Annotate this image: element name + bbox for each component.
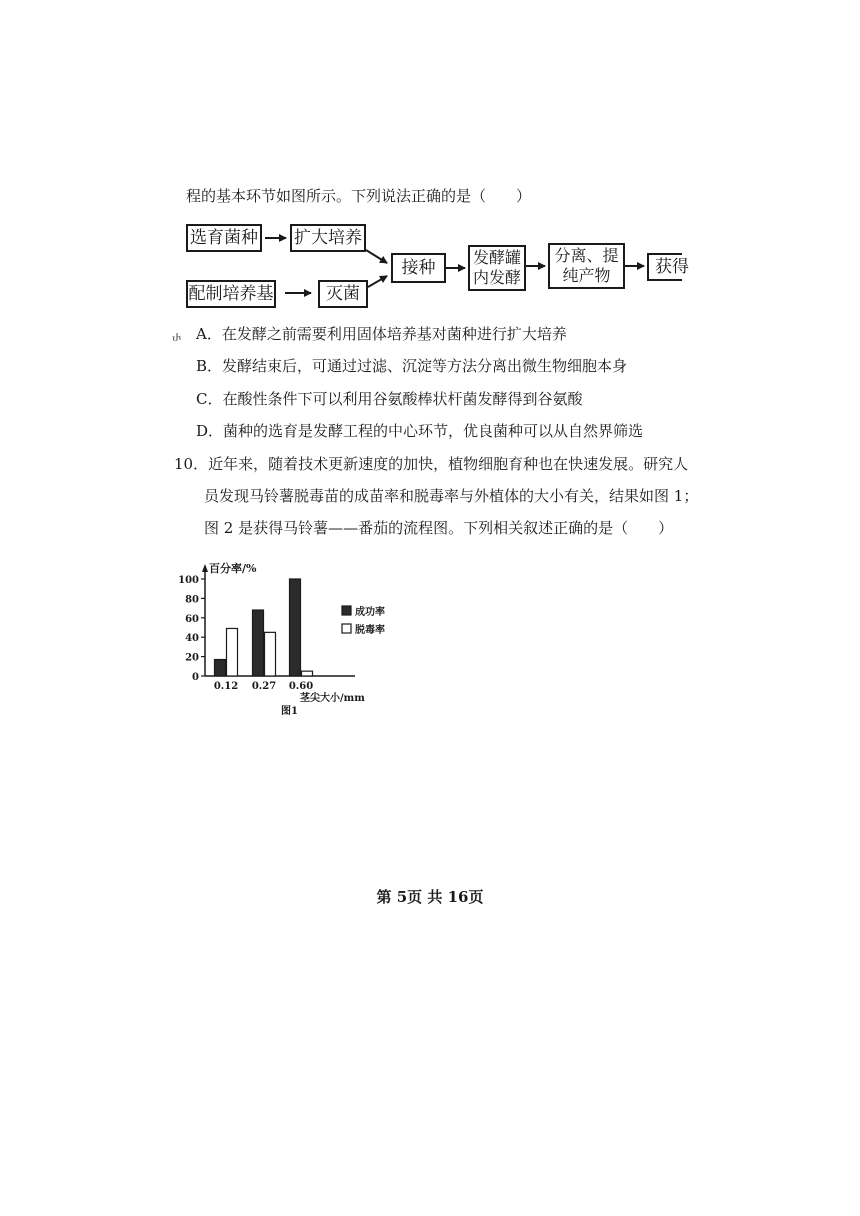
flow-box-separate-purify-line1: 分离、提: [554, 246, 619, 265]
flow-box-obtain-label: 获得: [655, 257, 689, 277]
y-tick-label: 60: [185, 613, 199, 625]
flow-box-select-strain: [186, 224, 262, 252]
legend-swatch-detox-rate: [342, 624, 351, 633]
legend-swatch-success-rate: [342, 606, 351, 615]
y-tick-label: 0: [192, 672, 199, 683]
flow-box-fermenter: [468, 245, 526, 291]
x-tick-label: 0.60: [288, 681, 314, 692]
flow-box-sterilize: [318, 280, 368, 308]
option-d: D．菌种的选育是发酵工程的中心环节，优良菌种可以从自然界筛选: [196, 422, 644, 440]
option-b: B．发酵结束后，可通过过滤、沉淀等方法分离出微生物细胞本身: [196, 357, 628, 375]
flow-box-fermenter-line2: 内发酵: [472, 268, 521, 287]
x-tick-label: 0.27: [251, 681, 277, 692]
question9-stem-tail: 程的基本环节如图所示。下列说法正确的是（ ）: [186, 187, 532, 205]
flow-box-expand-culture: [290, 224, 366, 252]
y-axis-arrow: [202, 564, 208, 572]
page-footer: 第 5页 共 16页: [376, 888, 484, 906]
flow-box-inoculate: [391, 253, 446, 283]
arrow-4-5: [368, 276, 387, 287]
question10-line1: 10．近年来，随着技术更新速度的加快，植物细胞育种也在快速发展。研究人: [174, 455, 689, 473]
bar-detox-rate: [302, 671, 313, 676]
legend-label-detox-rate: 脱毒率: [355, 625, 385, 636]
figure-caption: 图1: [281, 706, 298, 717]
flow-box-fermenter-line1: 发酵罐: [472, 248, 521, 267]
bar-detox-rate: [265, 632, 276, 676]
flow-box-separate-purify: [548, 243, 625, 289]
flow-box-inoculate-label: 接种: [401, 258, 436, 278]
legend-label-success-rate: 成功率: [355, 607, 385, 618]
flow-box-expand-culture-label: 扩大培养: [294, 228, 362, 248]
bar-detox-rate: [227, 628, 238, 676]
flow-box-prepare-medium: [186, 280, 276, 308]
y-tick-label: 100: [178, 575, 199, 586]
flow-box-separate-purify-line2: 纯产物: [562, 266, 611, 285]
flow-box-prepare-medium-label: 配制培养基: [188, 284, 274, 304]
x-tick-label: 0.12: [213, 681, 239, 692]
option-c: C．在酸性条件下可以利用谷氨酸棒状杆菌发酵得到谷氨酸: [196, 390, 583, 408]
scan-mark: Ⴐ: [172, 334, 182, 344]
option-a: A．在发酵之前需要利用固体培养基对菌种进行扩大培养: [196, 325, 567, 343]
flow-box-select-strain-label: 选育菌种: [190, 228, 258, 248]
y-tick-label: 80: [185, 594, 199, 606]
question10-line2: 员发现马铃薯脱毒苗的成苗率和脱毒率与外植体的大小有关，结果如图 1；: [204, 487, 699, 505]
flow-box-obtain: [647, 253, 689, 281]
question10-line3: 图 2 是获得马铃薯——番茄的流程图。下列相关叙述正确的是（ ）: [204, 519, 674, 537]
arrow-2-5: [366, 250, 387, 263]
y-tick-label: 40: [185, 633, 199, 645]
bar-success-rate: [215, 660, 226, 676]
bar-success-rate: [253, 610, 264, 676]
x-axis-label: 茎尖大小/mm: [300, 693, 365, 704]
flow-box-sterilize-label: 灭菌: [326, 284, 360, 304]
y-axis-label: 百分率/%: [209, 562, 257, 575]
y-tick-label: 20: [185, 652, 199, 664]
bar-success-rate: [290, 579, 301, 676]
